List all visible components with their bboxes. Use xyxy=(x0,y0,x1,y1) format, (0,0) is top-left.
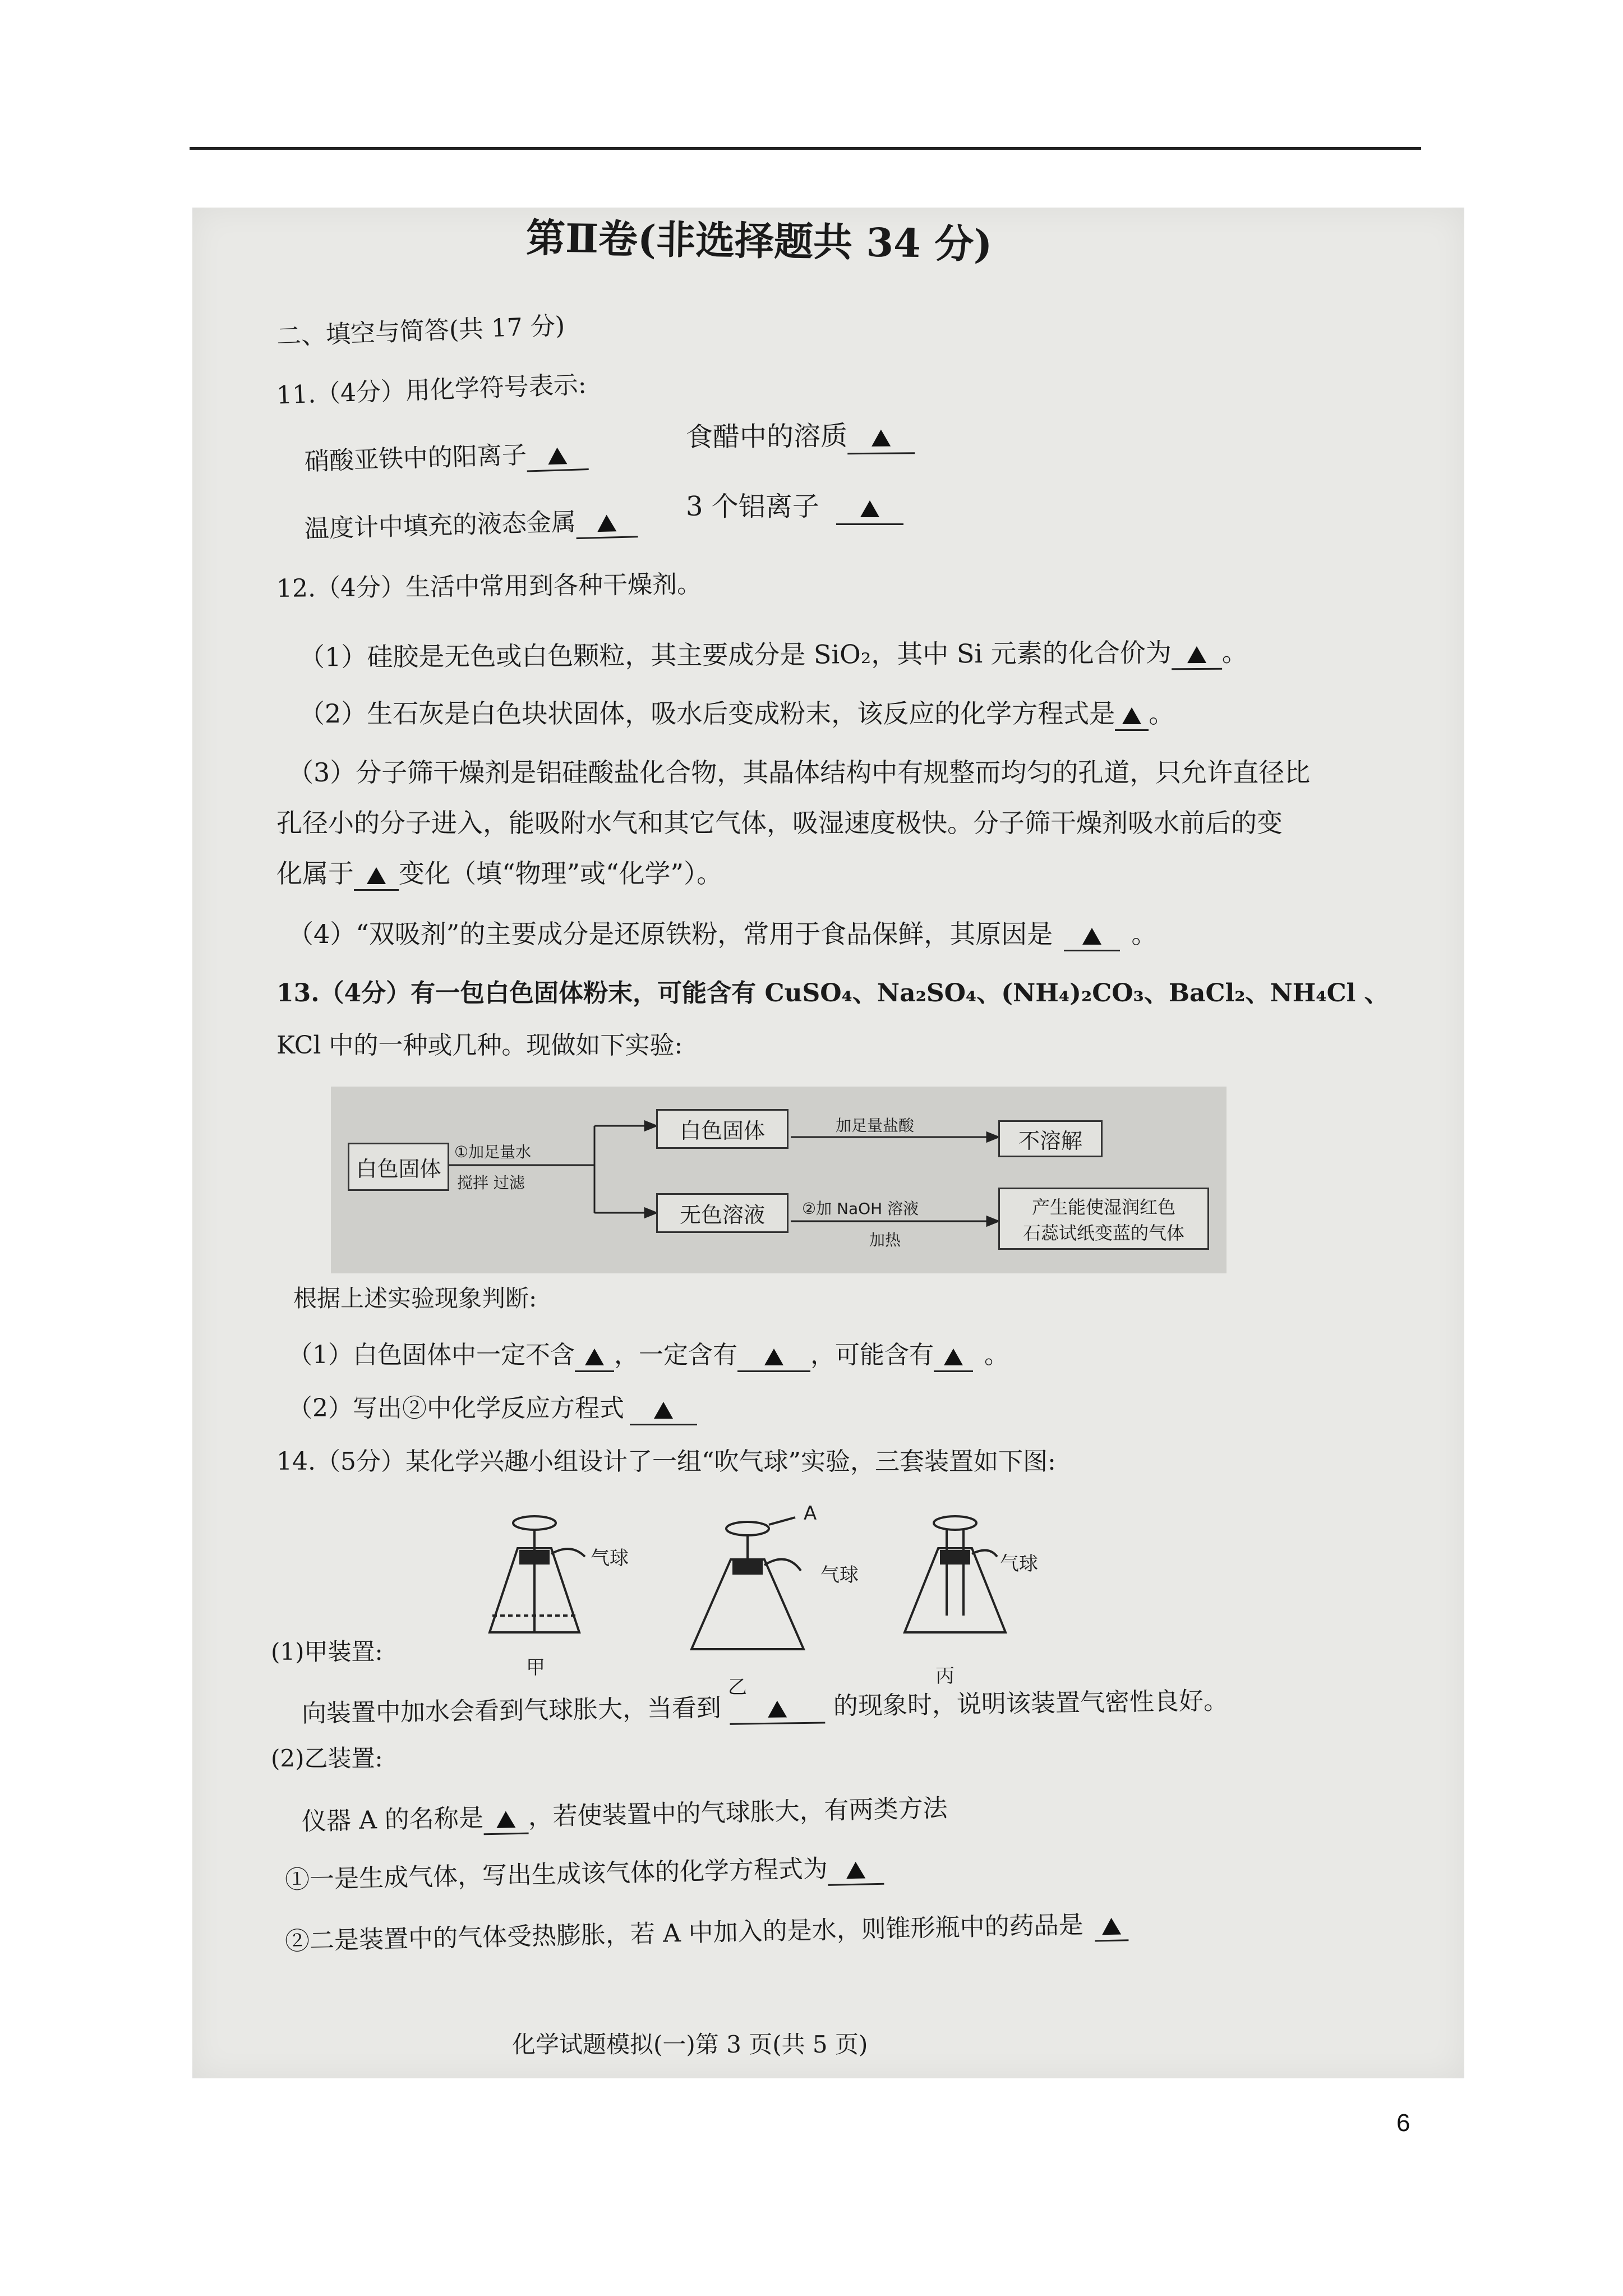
answer-blank[interactable] xyxy=(526,439,589,472)
balloon-label-bing: 气球 xyxy=(1000,1553,1038,1575)
flow-lower-end-line2: 石蕊试纸变蓝的气体 xyxy=(1022,1222,1184,1244)
answer-blank[interactable] xyxy=(737,1341,810,1372)
q14-part1-text xyxy=(302,1686,1229,1731)
q11-item4 xyxy=(686,491,903,525)
q12-p4-text: （4）“双吸剂”的主要成分是还原铁粉，常用于食品保鲜，其原因是 xyxy=(288,919,1053,949)
flow-upper-arrow-label: 加足量盐酸 xyxy=(836,1116,915,1135)
answer-blank[interactable] xyxy=(354,858,399,891)
q12-p3-line3a: 化属于 xyxy=(276,858,354,889)
answer-blank[interactable] xyxy=(1064,919,1120,951)
apparatus-a-label: A xyxy=(804,1502,817,1525)
q14-part2-text-b: ，若使装置中的气球胀大，有两类方法 xyxy=(528,1793,948,1832)
q13-flowchart xyxy=(331,1087,1227,1273)
balloon-label-jia: 气球 xyxy=(591,1547,629,1570)
q14-part2-text-a: 仪器 A 的名称是 xyxy=(301,1803,484,1837)
answer-triangle-icon xyxy=(872,429,891,446)
q14-part1-text-b: 的现象时，说明该装置气密性良好。 xyxy=(833,1686,1229,1721)
q13-a1 xyxy=(288,1341,1009,1372)
q11-item1 xyxy=(304,439,589,479)
q11-item1-label: 硝酸亚铁中的阳离子 xyxy=(304,440,527,476)
answer-triangle-icon xyxy=(1101,1917,1121,1935)
flow-lower-arrow-top: ②加 NaOH 溶液 xyxy=(802,1199,919,1218)
q12-p1-text: （1）硅胶是无色或白色颗粒，其主要成分是 SiO₂，其中 Si 元素的化合价为 xyxy=(298,637,1172,673)
q11-item3 xyxy=(304,506,638,546)
q13-a1-end: 。 xyxy=(984,1341,1009,1369)
answer-triangle-icon xyxy=(367,867,386,884)
header-rule xyxy=(190,147,1421,150)
q12-p1-end: 。 xyxy=(1221,637,1248,668)
page-footer: 化学试题模拟(一)第 3 页(共 5 页) xyxy=(512,2031,868,2058)
page-number: 6 xyxy=(1396,2109,1410,2137)
answer-triangle-icon xyxy=(547,447,567,464)
apparatus-yi-label: 乙 xyxy=(728,1676,747,1699)
q13-stem-line1: 13.（4分）有一包白色固体粉末，可能含有 CuSO₄、Na₂SO₄、(NH₄)₂CO₃、BaCl₂、NH₄Cl 、 xyxy=(276,979,1389,1007)
q14-part2-item1-text: ①一是生成气体，写出生成该气体的化学方程式为 xyxy=(284,1854,828,1895)
flow-step1-bottom: 搅拌 过滤 xyxy=(457,1174,525,1192)
q12-p3-line3b: 变化（填“物理”或“化学”）。 xyxy=(399,858,723,889)
q12-p4-end: 。 xyxy=(1131,919,1158,949)
q12-p2 xyxy=(299,698,1174,731)
flow-start-box: 白色固体 xyxy=(348,1143,449,1191)
q13-a1-part2: ，一定含有 xyxy=(614,1341,737,1369)
answer-triangle-icon xyxy=(1082,928,1101,945)
answer-triangle-icon xyxy=(860,500,879,517)
apparatus-bing-label: 丙 xyxy=(935,1665,955,1687)
answer-triangle-icon xyxy=(768,1700,787,1717)
q14-part1-text-a: 向装置中加水会看到气球胀大，当看到 xyxy=(301,1694,722,1728)
q12-p2-text: （2）生石灰是白色块状固体，吸水后变成粉末，该反应的化学方程式是 xyxy=(299,698,1115,729)
answer-blank[interactable] xyxy=(630,1394,697,1425)
q13-judge: 根据上述实验现象判断: xyxy=(293,1285,537,1312)
answer-triangle-icon xyxy=(585,1349,604,1365)
answer-triangle-icon xyxy=(1122,707,1141,724)
flow-lower-end-box xyxy=(998,1188,1209,1250)
q13-a1-part1: （1）白色固体中一定不含 xyxy=(288,1341,575,1369)
part-title: 二、填空与简答(共 17 分) xyxy=(276,311,566,351)
answer-blank[interactable] xyxy=(847,420,915,454)
answer-triangle-icon xyxy=(654,1402,673,1419)
section-title: 第Ⅱ卷(非选择题共 34 分) xyxy=(525,214,993,268)
answer-blank[interactable] xyxy=(827,1853,884,1886)
q13-a1-part3: ，可能含有 xyxy=(810,1341,934,1369)
q14-part2-item2-text: ②二是装置中的气体受热膨胀，若 A 中加入的是水，则锥形瓶中的药品是 xyxy=(284,1910,1084,1956)
answer-blank[interactable] xyxy=(1094,1910,1128,1941)
q11-item2-label: 食醋中的溶质 xyxy=(685,420,848,453)
balloon-label-yi: 气球 xyxy=(820,1564,859,1586)
scanned-exam-photo xyxy=(192,208,1464,2078)
answer-blank[interactable] xyxy=(1172,637,1222,670)
q11-stem: 11.（4分）用化学符号表示: xyxy=(276,370,587,410)
apparatus-jia-label: 甲 xyxy=(526,1657,545,1679)
q14-part2-item1 xyxy=(285,1853,884,1897)
q12-p3-line1: （3）分子筛干燥剂是铝硅酸盐化合物，其晶体结构中有规整而均匀的孔道，只允许直径比 xyxy=(288,757,1311,788)
flow-lower-mid-box: 无色溶液 xyxy=(656,1193,789,1233)
q12-p3-line3 xyxy=(276,858,722,891)
answer-triangle-icon xyxy=(597,514,617,532)
answer-triangle-icon xyxy=(846,1861,866,1879)
q11-item2 xyxy=(686,420,915,455)
q11-item4-label: 3 个铝离子 xyxy=(686,491,819,522)
answer-triangle-icon xyxy=(496,1811,515,1828)
q12-p4 xyxy=(288,919,1157,951)
flow-step1-top: ①加足量水 xyxy=(454,1143,532,1161)
q12-stem: 12.（4分）生活中常用到各种干燥剂。 xyxy=(276,570,702,603)
answer-triangle-icon xyxy=(764,1349,783,1365)
flow-upper-end-box: 不溶解 xyxy=(998,1120,1103,1157)
q14-stem: 14.（5分）某化学兴趣小组设计了一组“吹气球”实验，三套装置如下图: xyxy=(276,1447,1056,1476)
q13-a2 xyxy=(288,1394,697,1425)
answer-blank[interactable] xyxy=(483,1803,528,1835)
q14-part2: (2)乙装置: xyxy=(271,1745,383,1772)
answer-triangle-icon xyxy=(944,1349,963,1365)
flow-upper-mid-box: 白色固体 xyxy=(656,1109,789,1149)
answer-blank[interactable] xyxy=(836,491,903,525)
q12-p2-end: 。 xyxy=(1149,698,1175,729)
q14-apparatus-figure xyxy=(450,1503,1123,1705)
answer-blank[interactable] xyxy=(934,1341,973,1372)
q13-a2-text: （2）写出②中化学反应方程式 xyxy=(288,1394,624,1423)
q13-stem-line2: KCl 中的一种或几种。现做如下实验: xyxy=(276,1031,683,1060)
q14-part2-text xyxy=(302,1794,948,1839)
flow-lower-arrow-bottom: 加热 xyxy=(869,1231,901,1249)
answer-blank[interactable] xyxy=(575,1341,614,1372)
q14-part1: (1)甲装置: xyxy=(271,1638,383,1665)
q14-part2-item2 xyxy=(285,1910,1129,1958)
q11-item3-label: 温度计中填充的液态金属 xyxy=(304,508,577,544)
q12-p3-line2: 孔径小的分子进入，能吸附水气和其它气体，吸湿速度极快。分子筛干燥剂吸水前后的变 xyxy=(276,808,1283,838)
answer-triangle-icon xyxy=(1187,646,1206,663)
answer-blank[interactable] xyxy=(730,1692,826,1725)
flow-lower-end-line1: 产生能使湿润红色 xyxy=(1031,1196,1175,1218)
answer-blank[interactable] xyxy=(1115,698,1149,731)
q12-p1 xyxy=(299,637,1248,675)
answer-blank[interactable] xyxy=(575,506,638,539)
